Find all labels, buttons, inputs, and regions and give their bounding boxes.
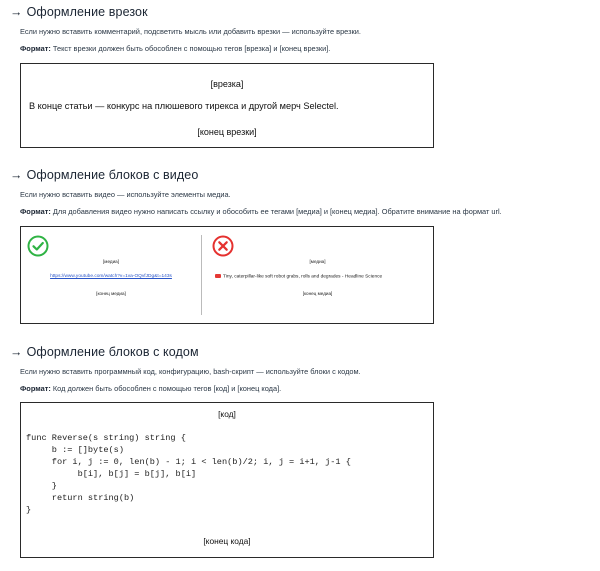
good-video-link[interactable]: https://www.youtube.com/watch?v=1va-OQvfJDg&t=143s (50, 274, 172, 279)
youtube-icon (215, 274, 221, 278)
callout-section (10, 5, 595, 137)
bad-open-tag: [медиа] (309, 259, 326, 264)
arrow-right-icon: → (10, 345, 23, 359)
good-close-tag: [конец медиа] (96, 291, 126, 296)
good-open-tag: [медиа] (103, 259, 119, 264)
callout-example-text: В конце статьи — конкурс на плюшевого тирекса и другой мерч Selectel. (29, 101, 339, 111)
arrow-right-icon: → (10, 168, 23, 182)
video-description: Если нужно вставить видео — используйте элементы медиа. (20, 190, 231, 199)
bad-close-tag: [конец медиа] (302, 291, 333, 296)
video-section (10, 168, 595, 296)
callout-description: Если нужно вставить комментарий, подсветить мысль или добавить врезки — используйте врезки. (20, 27, 361, 36)
code-format: Формат: Код должен быть обособлен с помощью тегов [код] и [конец кода]. (20, 384, 282, 393)
check-circle-icon (27, 235, 49, 257)
divider (201, 235, 202, 315)
bad-video-title: Tiny, caterpillar-like soft robot grabs, rolls and degrades - Headline Science (215, 274, 435, 279)
video-format: Формат: Для добавления видео нужно написать ссылку и обособить ее тегами [медиа] и [конец медиа]. Обратите внимание на формат url. (20, 207, 502, 216)
cross-circle-icon (212, 235, 234, 257)
callout-format: Формат: Текст врезки должен быть обособлен с помощью тегов [врезка] и [конец врезки]. (20, 44, 331, 53)
code-example-box (20, 402, 434, 558)
callout-heading: → Оформление врезок (10, 5, 148, 19)
code-close-tag: [конец кода] (203, 536, 251, 546)
code-open-tag: [код] (218, 409, 236, 419)
video-heading: → Оформление блоков с видео (10, 168, 199, 182)
code-description: Если нужно вставить программный код, конфигурацию, bash-скрипт — используйте блоки с кодом. (20, 367, 361, 376)
callout-close-tag: [конец врезки] (197, 127, 257, 137)
callout-open-tag: [врезка] (210, 79, 244, 89)
video-example-box (20, 226, 434, 324)
code-section (10, 345, 595, 546)
arrow-right-icon: → (10, 5, 23, 19)
code-heading: → Оформление блоков с кодом (10, 345, 199, 359)
callout-example-box (20, 63, 434, 148)
code-block: func Reverse(s string) string { b := []byte(s) for i, j := 0, len(b) - 1; i < len(b)/2; i, j = i+1, j-1 { b[i], b[j] = b[j], b[i] } return string(b) } (26, 433, 351, 515)
